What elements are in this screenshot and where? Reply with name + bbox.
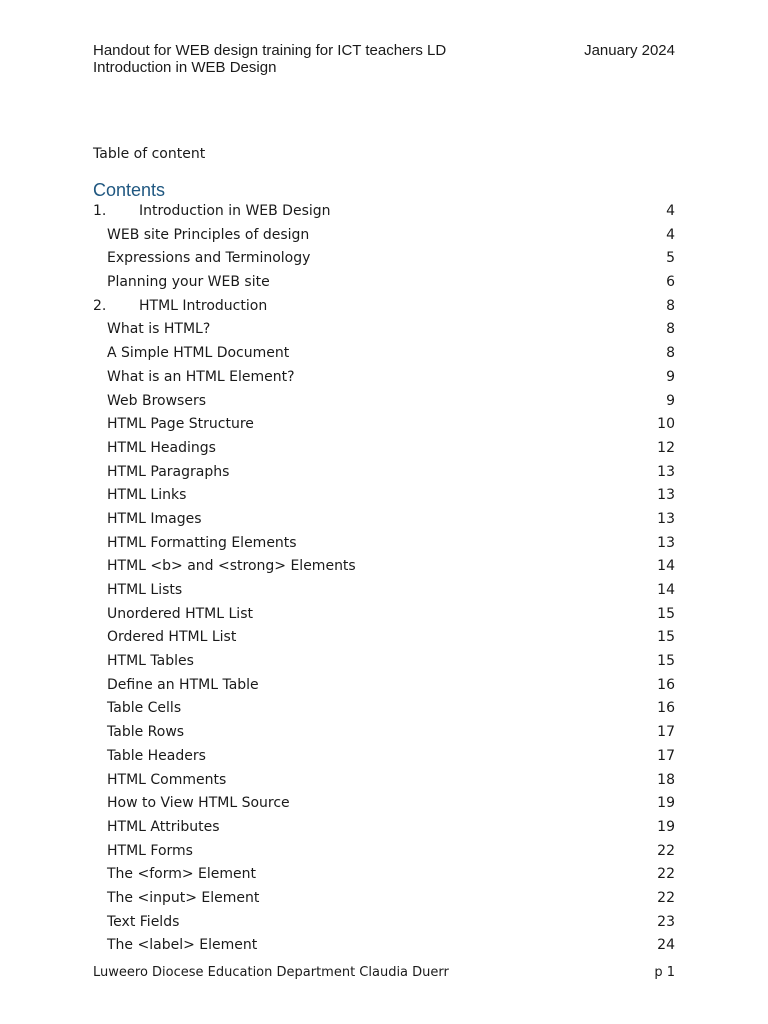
toc-entry-page-number: 18 bbox=[657, 771, 675, 788]
toc-entry[interactable] bbox=[93, 437, 675, 461]
toc-entry-title[interactable]: HTML Formatting Elements bbox=[107, 534, 297, 551]
contents-heading: Contents bbox=[93, 180, 166, 200]
toc-entry-title[interactable]: A Simple HTML Document bbox=[107, 345, 290, 362]
toc-entry-page-number: 22 bbox=[657, 842, 675, 859]
toc-entry-page-number: 15 bbox=[657, 629, 675, 646]
toc-entry-number: 1. bbox=[93, 203, 107, 219]
toc-entry-title[interactable]: HTML Images bbox=[107, 510, 202, 527]
toc-entry[interactable] bbox=[93, 769, 675, 793]
toc-entry-title[interactable]: HTML Page Structure bbox=[107, 416, 254, 433]
toc-entry[interactable] bbox=[93, 887, 675, 911]
toc-entry[interactable] bbox=[93, 271, 675, 295]
toc-entry-title[interactable]: Planning your WEB site bbox=[107, 274, 270, 291]
header-date: January 2024 bbox=[584, 42, 675, 59]
toc-entry-title[interactable]: What is HTML? bbox=[107, 321, 211, 338]
toc-entry-page-number: 13 bbox=[657, 463, 675, 480]
toc-entry[interactable] bbox=[93, 555, 675, 579]
toc-entry-title[interactable]: Table Rows bbox=[107, 724, 185, 741]
toc-entry-page-number: 6 bbox=[666, 274, 675, 291]
toc-entry[interactable] bbox=[93, 840, 675, 864]
toc-entry-page-number: 14 bbox=[657, 582, 675, 598]
toc-entry-page-number: 22 bbox=[657, 889, 675, 906]
toc-entry[interactable] bbox=[93, 413, 675, 437]
toc-entry-title[interactable]: HTML Attributes bbox=[107, 818, 220, 835]
toc-entry-page-number: 16 bbox=[657, 700, 675, 717]
toc-entry[interactable] bbox=[93, 318, 675, 342]
toc-entry[interactable] bbox=[93, 532, 675, 556]
toc-entry-title[interactable]: Unordered HTML List bbox=[107, 605, 253, 622]
toc-entry-page-number: 8 bbox=[666, 297, 675, 314]
toc-entry-page-number: 17 bbox=[657, 747, 675, 764]
toc-entry[interactable] bbox=[93, 697, 675, 721]
toc-entry-title[interactable]: HTML Introduction bbox=[139, 297, 268, 314]
toc-entry-page-number: 9 bbox=[666, 368, 675, 385]
toc-entry-title[interactable]: Ordered HTML List bbox=[107, 629, 237, 646]
toc-entry-page-number: 19 bbox=[657, 795, 675, 812]
toc-entry-title[interactable]: Define an HTML Table bbox=[107, 676, 259, 693]
toc-entry-page-number: 14 bbox=[657, 558, 675, 575]
toc-entry-title[interactable]: Table Cells bbox=[107, 700, 182, 717]
toc-entry[interactable] bbox=[93, 674, 675, 698]
toc-entry-title[interactable]: HTML Tables bbox=[107, 653, 194, 670]
toc-entry-title[interactable]: Text Fields bbox=[107, 913, 180, 930]
toc-entry-page-number: 15 bbox=[657, 653, 675, 670]
table-of-contents bbox=[93, 200, 675, 958]
toc-entry-title[interactable]: HTML Links bbox=[107, 487, 187, 504]
toc-entry[interactable] bbox=[93, 579, 675, 603]
toc-entry-title[interactable]: Expressions and Terminology bbox=[107, 250, 311, 267]
page-header bbox=[93, 42, 675, 76]
toc-entry-page-number: 13 bbox=[657, 487, 675, 504]
toc-entry-title[interactable]: The <input> Element bbox=[107, 889, 260, 906]
toc-entry-title[interactable]: The <label> Element bbox=[107, 937, 258, 954]
toc-entry-page-number: 5 bbox=[666, 250, 675, 267]
toc-entry-title[interactable]: WEB site Principles of design bbox=[107, 226, 310, 243]
footer-text: Luweero Diocese Education Department Claudia Duerr bbox=[93, 965, 449, 980]
footer-page-number: p 1 bbox=[654, 965, 675, 980]
toc-entry-title[interactable]: Table Headers bbox=[107, 747, 206, 764]
toc-entry-title[interactable]: The <form> Element bbox=[107, 866, 257, 883]
header-subtitle: Introduction in WEB Design bbox=[93, 59, 277, 76]
toc-entry-title[interactable]: HTML <b> and <strong> Elements bbox=[107, 558, 356, 575]
toc-entry-page-number: 19 bbox=[657, 818, 675, 835]
toc-entry[interactable] bbox=[93, 461, 675, 485]
toc-entry[interactable] bbox=[93, 224, 675, 248]
toc-entry-title[interactable]: HTML Forms bbox=[107, 842, 193, 859]
toc-entry[interactable] bbox=[93, 816, 675, 840]
table-of-content-label: Table of content bbox=[93, 146, 206, 162]
toc-entry-page-number: 8 bbox=[666, 345, 675, 362]
page-footer bbox=[93, 964, 675, 981]
toc-entry-page-number: 13 bbox=[657, 510, 675, 527]
toc-entry[interactable] bbox=[93, 911, 675, 935]
toc-entry-title[interactable]: HTML Lists bbox=[107, 582, 183, 598]
toc-entry-title[interactable]: Web Browsers bbox=[107, 392, 206, 409]
toc-entry-page-number: 4 bbox=[666, 226, 675, 243]
toc-entry[interactable] bbox=[93, 626, 675, 650]
toc-entry[interactable] bbox=[93, 792, 675, 816]
toc-entry-number: 2. bbox=[93, 297, 107, 314]
toc-entry-page-number: 8 bbox=[666, 321, 675, 338]
toc-entry-page-number: 22 bbox=[657, 866, 675, 883]
toc-entry-title[interactable]: What is an HTML Element? bbox=[107, 368, 295, 385]
toc-entry-page-number: 13 bbox=[657, 534, 675, 551]
toc-entry[interactable] bbox=[93, 366, 675, 390]
toc-entry-page-number: 15 bbox=[657, 605, 675, 622]
document-page bbox=[93, 0, 675, 1024]
toc-entry[interactable] bbox=[93, 745, 675, 769]
toc-entry-title[interactable]: How to View HTML Source bbox=[107, 795, 290, 812]
toc-entry-title[interactable]: HTML Headings bbox=[107, 439, 216, 456]
header-title: Handout for WEB design training for ICT teachers LD bbox=[93, 42, 447, 59]
toc-entry[interactable] bbox=[93, 508, 675, 532]
toc-entry-page-number: 10 bbox=[657, 416, 675, 433]
toc-entry-page-number: 12 bbox=[657, 439, 675, 456]
toc-entry-page-number: 17 bbox=[657, 724, 675, 741]
toc-entry-page-number: 4 bbox=[666, 203, 675, 219]
toc-entry-page-number: 23 bbox=[657, 913, 675, 930]
toc-entry[interactable] bbox=[93, 721, 675, 745]
toc-entry-page-number: 24 bbox=[657, 937, 675, 954]
toc-entry[interactable] bbox=[93, 342, 675, 366]
toc-entry[interactable] bbox=[93, 390, 675, 414]
toc-entry[interactable] bbox=[93, 603, 675, 627]
toc-entry-title[interactable]: Introduction in WEB Design bbox=[139, 203, 331, 219]
toc-entry[interactable] bbox=[93, 934, 675, 958]
toc-entry-title[interactable]: HTML Paragraphs bbox=[107, 463, 230, 480]
toc-entry[interactable] bbox=[93, 295, 675, 319]
toc-entry[interactable] bbox=[93, 200, 675, 224]
toc-entry[interactable] bbox=[93, 484, 675, 508]
toc-entry[interactable] bbox=[93, 863, 675, 887]
toc-entry-title[interactable]: HTML Comments bbox=[107, 771, 227, 788]
toc-entry[interactable] bbox=[93, 247, 675, 271]
toc-entry-page-number: 16 bbox=[657, 676, 675, 693]
toc-entry[interactable] bbox=[93, 650, 675, 674]
toc-entry-page-number: 9 bbox=[666, 392, 675, 409]
